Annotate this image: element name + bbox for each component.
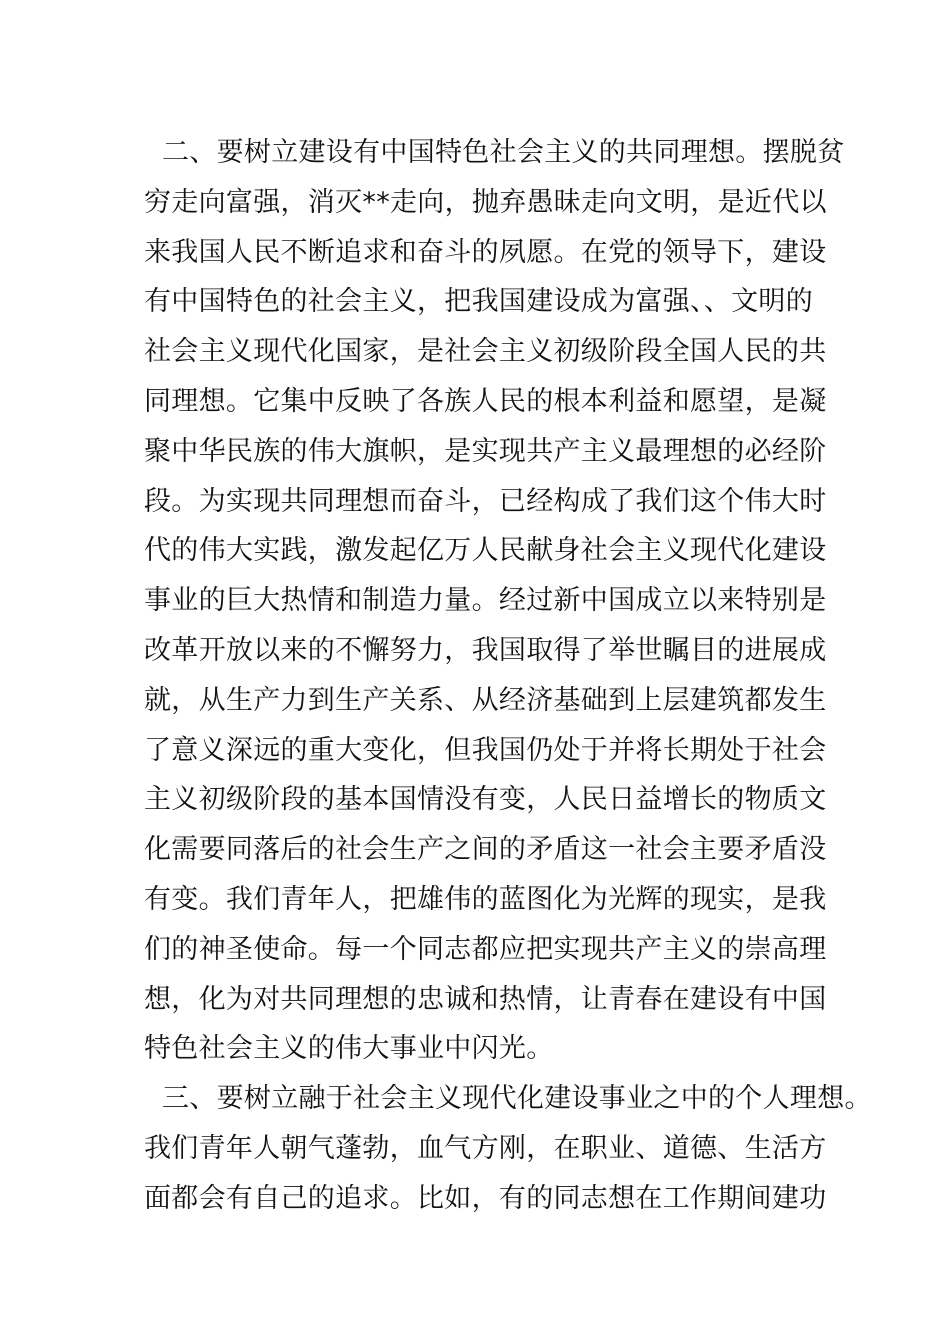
- text-line: 有中国特色的社会主义，把我国建设成为富强、、文明的: [144, 286, 813, 318]
- text-line: 面都会有自己的追求。比如，有的同志想在工作期间建功: [144, 1182, 827, 1214]
- text-line: 特色社会主义的伟大事业中闪光。: [144, 1033, 554, 1065]
- document-body: [144, 128, 872, 1224]
- text-line: 想，化为对共同理想的忠诚和热情，让青春在建设有中国: [144, 983, 827, 1015]
- text-line: 主义初级阶段的基本国情没有变，人民日益增长的物质文: [144, 784, 827, 816]
- text-line: 们的神圣使命。每一个同志都应把实现共产主义的崇高理: [144, 933, 827, 965]
- paragraph-shared-ideal: [144, 128, 845, 1074]
- text-line: 有变。我们青年人，把雄伟的蓝图化为光辉的现实，是我: [144, 883, 827, 915]
- text-line: 事业的巨大热情和制造力量。经过新中国成立以来特别是: [144, 585, 827, 617]
- text-line: 化需要同落后的社会生产之间的矛盾这一社会主要矛盾没: [144, 834, 827, 866]
- text-line: 我们青年人朝气蓬勃，血气方刚，在职业、道德、生活方: [144, 1132, 827, 1164]
- text-line: 段。为实现共同理想而奋斗，已经构成了我们这个伟大时: [144, 485, 827, 517]
- text-line: 同理想。它集中反映了各族人民的根本利益和愿望，是凝: [144, 385, 827, 417]
- text-line: 来我国人民不断追求和奋斗的夙愿。在党的领导下，建设: [144, 236, 827, 268]
- text-line: 就，从生产力到生产关系、从经济基础到上层建筑都发生: [144, 684, 827, 716]
- text-line: 代的伟大实践，激发起亿万人民献身社会主义现代化建设: [144, 535, 827, 567]
- text-line: 穷走向富强，消灭**走向，抛弃愚昧走向文明，是近代以: [144, 186, 827, 218]
- text-line: 三、要树立融于社会主义现代化建设事业之中的个人理想。: [162, 1083, 872, 1115]
- text-line: 二、要树立建设有中国特色社会主义的共同理想。摆脱贫: [162, 137, 845, 168]
- paragraph-personal-ideal: [144, 1074, 872, 1223]
- text-line: 改革开放以来的不懈努力，我国取得了举世瞩目的进展成: [144, 634, 827, 666]
- text-line: 了意义深远的重大变化，但我国仍处于并将长期处于社会: [144, 734, 827, 766]
- text-line: 聚中华民族的伟大旗帜，是实现共产主义最理想的必经阶: [144, 435, 827, 467]
- text-line: 社会主义现代化国家，是社会主义初级阶段全国人民的共: [144, 336, 827, 368]
